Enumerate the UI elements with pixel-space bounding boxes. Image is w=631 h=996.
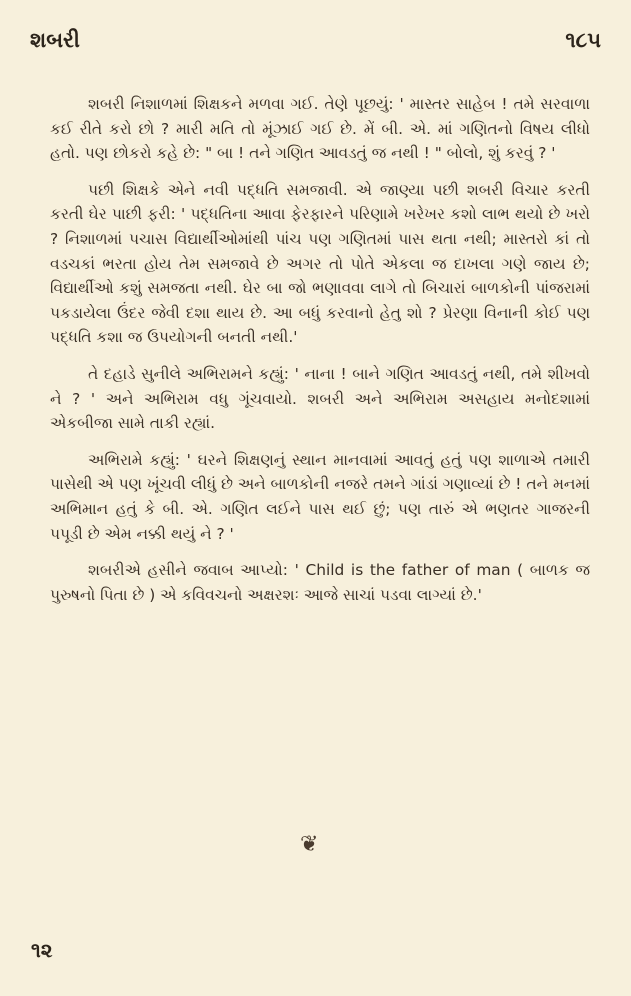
body-text [50, 92, 590, 619]
signature-mark: ૧૨ [31, 938, 53, 962]
paragraph-5: શબરીએ હસીને જવાબ આપ્યો: ' Child is the father of man ( બાળક જ પુરુષનો પિતા છે ) એ કવિવચનો અક્ષરશઃ આજે સાચાં પડવા લાગ્યાં છે.' [50, 561, 590, 604]
floral-ornament-icon: ❦ [300, 832, 319, 857]
paragraph-4: અભિરામે કહ્યું: ' ઘરને શિક્ષણનું સ્થાન માનવામાં આવતું હતું પણ શાળાએ તમારી પાસેથી એ પણ ખૂંચવી લીધું છે અને બાળકોની નજરે તમને ગાંડાં ગણાવ્યાં છે ! તને મનમાં અભિમાન હતું કે બી. એ. ગણિત લઈને પાસ થઈ છું; પણ તારું એ ભણતર ગાજરની પપૂડી છે એમ નક્કી થયું ને ? ' [50, 450, 590, 543]
running-title: શબરી [30, 28, 80, 52]
page-number: ૧૮૫ [565, 28, 601, 52]
paragraph-3: તે દહાડે સુનીલે અભિરામને કહ્યું: ' નાના ! બાને ગણિત આવડતું નથી, તમે શીખવો ને ? ' અને અભિરામ વધુ ગૂંચવાયો. શબરી અને અભિરામ અસહાય મનોદશામાં એકબીજા સામે તાકી રહ્યાં. [50, 364, 590, 433]
paragraph-1: શબરી નિશાળમાં શિક્ષકને મળવા ગઈ. તેણે પૂછયું: ' માસ્તર સાહેબ ! તમે સરવાળા કઈ રીતે કરો છો ? મારી મતિ તો મૂંઝાઈ ગઈ છે. મેં બી. એ. માં ગણિતનો વિષય લીધો હતો. પણ છોકરો કહે છે: " બા ! તને ગણિત આવડતું જ નથી ! " બોલો, શું કરવું ? ' [50, 95, 590, 163]
paragraph-2: પછી શિક્ષકે એને નવી પદ્ધતિ સમજાવી. એ જાણ્યા પછી શબરી વિચાર કરતી કરતી ઘેર પાછી ફરી: ' પદ્ધતિના આવા ફેરફારને પરિણામે ખરેખર કશો લાભ થયો છે ખરો ? નિશાળમાં પચાસ વિદ્યાર્થીઓમાંથી પાંચ પણ ગણિતમાં પાસ થતા નથી; માસ્તરો કાં તો વડચકાં ભરતા હોય તેમ સમજાવે છે અગર તો પોતે એકલા જ દાખલા ગણે જાય છે; વિદ્યાર્થીઓ કશું સમજતા નથી. ઘેર બા જો ભણાવવા લાગે તો બિચારાં બાળકોની પાંજરામાં પકડાયેલા ઉંદર જેવી દશા થાય છે. આ બધું કરવાનો હેતુ શો ? પ્રેરણા વિનાની કોઈ પણ પદ્ધતિ કશા જ ઉપયોગની બનતી નથી.' [50, 180, 591, 347]
